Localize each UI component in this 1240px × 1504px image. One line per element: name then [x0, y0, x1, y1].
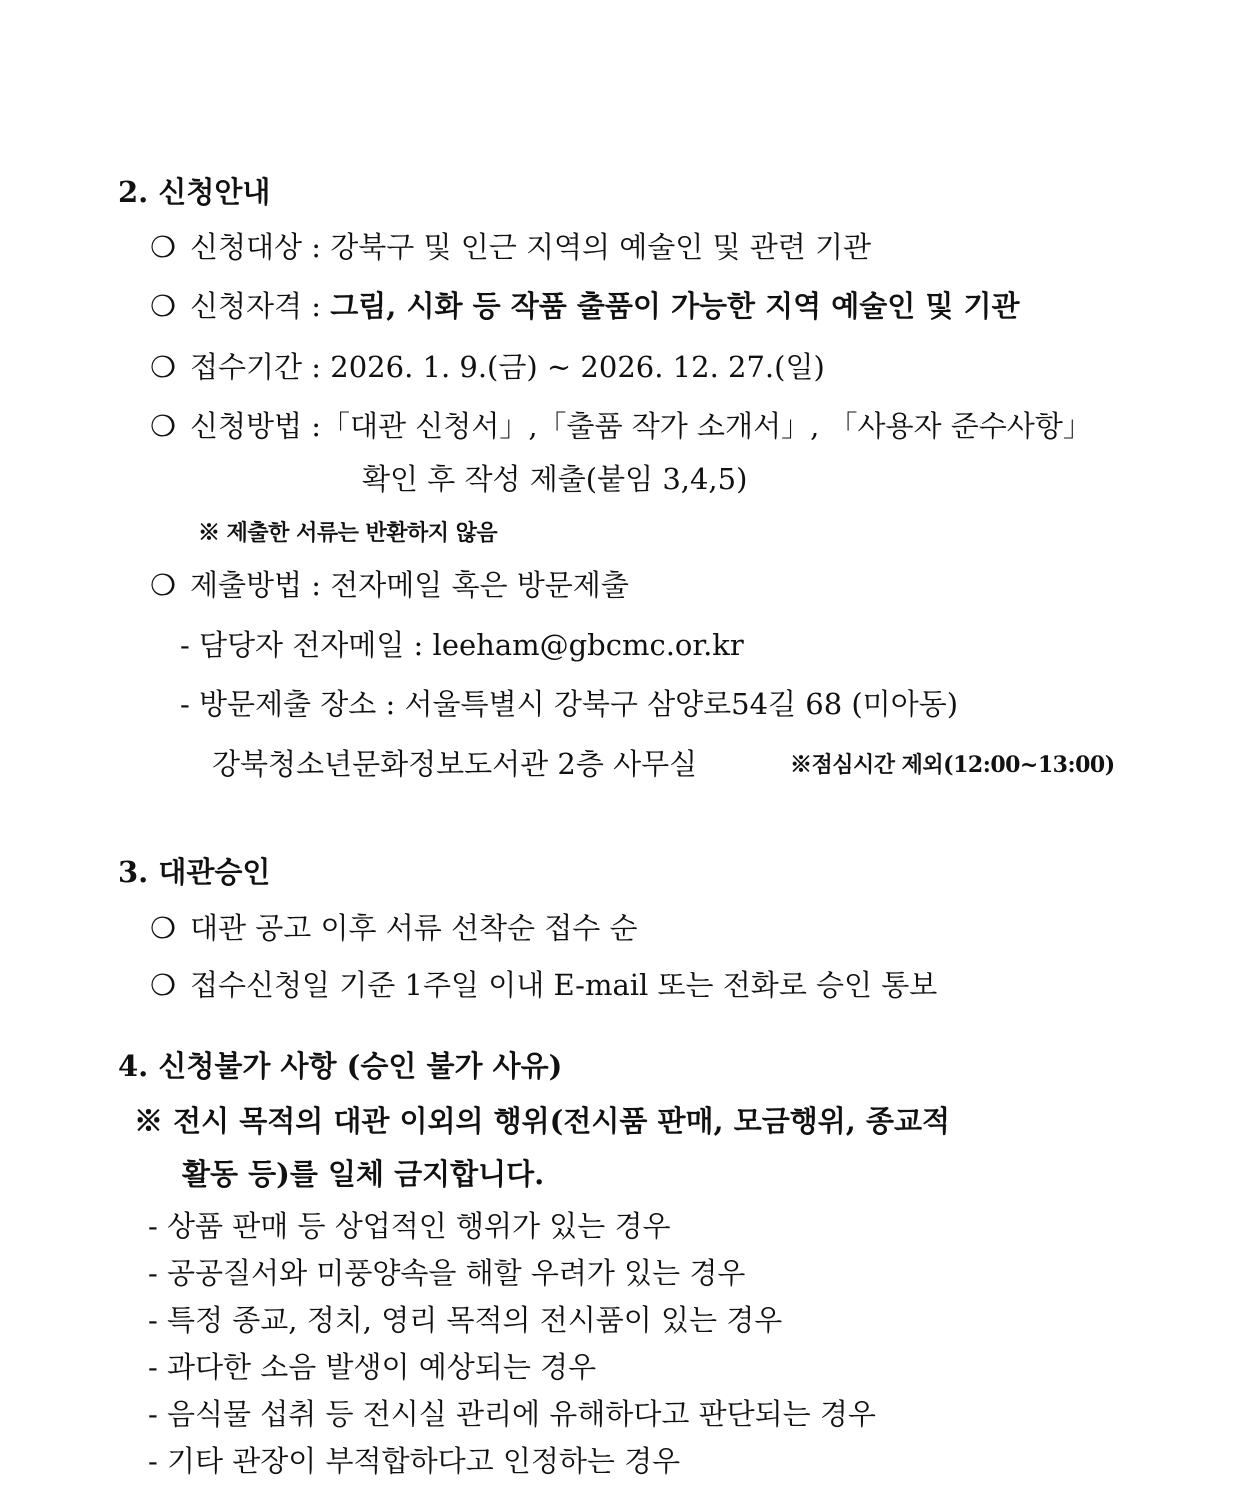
- circle-bullet-icon: ❍: [150, 968, 176, 1002]
- visit-office-text: 강북청소년문화정보도서관 2층 사무실: [212, 747, 698, 781]
- rejection-reason-item: - 특정 종교, 정치, 영리 목적의 전시품이 있는 경우: [148, 1303, 783, 1337]
- apply-period-text: 접수기간 : 2026. 1. 9.(금) ~ 2026. 12. 27.(일): [190, 350, 825, 384]
- rejection-reason-item: - 상품 판매 등 상업적인 행위가 있는 경우: [148, 1209, 671, 1243]
- rejection-reason-item: - 과다한 소음 발생이 예상되는 경우: [148, 1350, 597, 1384]
- apply-method-item: [150, 409, 1092, 443]
- rejection-reason-item: - 기타 관장이 부적합하다고 인정하는 경우: [148, 1444, 681, 1478]
- rejection-reason-item: - 공공질서와 미풍양속을 해할 우려가 있는 경우: [148, 1256, 746, 1290]
- apply-target-label: 신청대상 :: [190, 230, 331, 264]
- submit-method-item: [150, 568, 629, 602]
- apply-qualification-label: 신청자격 :: [190, 289, 331, 323]
- documents-not-returned-note: ※ 제출한 서류는 반환하지 않음: [198, 520, 498, 546]
- apply-method-continuation: 확인 후 작성 제출(붙임 3,4,5): [362, 462, 748, 496]
- apply-qualification-item: [150, 289, 1020, 323]
- visit-office: [212, 747, 698, 781]
- visit-location: - 방문제출 장소 : 서울특별시 강북구 삼양로54길 68 (미아동): [180, 687, 959, 721]
- circle-bullet-icon: ❍: [150, 230, 176, 264]
- rejection-reason-item: - 음식물 섭취 등 전시실 관리에 유해하다고 판단되는 경우: [148, 1397, 876, 1431]
- submit-method-text: 제출방법 : 전자메일 혹은 방문제출: [190, 568, 629, 602]
- approval-item-2: [150, 968, 938, 1002]
- circle-bullet-icon: ❍: [150, 568, 176, 602]
- apply-method-text: 신청방법 :「대관 신청서」,「출품 작가 소개서」, 「사용자 준수사항」: [190, 409, 1092, 443]
- circle-bullet-icon: ❍: [150, 409, 176, 443]
- lunch-time-note: ※점심시간 제외(12:00~13:00): [790, 752, 1115, 778]
- apply-target-item: [150, 230, 872, 264]
- section-3-title: 3. 대관승인: [118, 855, 271, 889]
- prohibition-warning: ※ 전시 목적의 대관 이외의 행위(전시품 판매, 모금행위, 종교적: [134, 1104, 951, 1138]
- section-2-title: 2. 신청안내: [118, 175, 271, 209]
- circle-bullet-icon: ❍: [150, 911, 176, 945]
- section-4-title: 4. 신청불가 사항 (승인 불가 사유): [118, 1049, 563, 1083]
- circle-bullet-icon: ❍: [150, 289, 176, 323]
- approval-item-1: [150, 911, 638, 945]
- apply-qualification-value: 그림, 시화 등 작품 출품이 가능한 지역 예술인 및 기관: [330, 289, 1020, 323]
- approval-item-2-text: 접수신청일 기준 1주일 이내 E-mail 또는 전화로 승인 통보: [190, 968, 938, 1002]
- apply-period-item: [150, 350, 825, 384]
- circle-bullet-icon: ❍: [150, 350, 176, 384]
- contact-email: - 담당자 전자메일 : leeham@gbcmc.or.kr: [180, 628, 744, 662]
- apply-target-value: 강북구 및 인근 지역의 예술인 및 관련 기관: [330, 230, 872, 264]
- approval-item-1-text: 대관 공고 이후 서류 선착순 접수 순: [190, 911, 638, 945]
- prohibition-warning-continuation: 활동 등)를 일체 금지합니다.: [182, 1157, 545, 1191]
